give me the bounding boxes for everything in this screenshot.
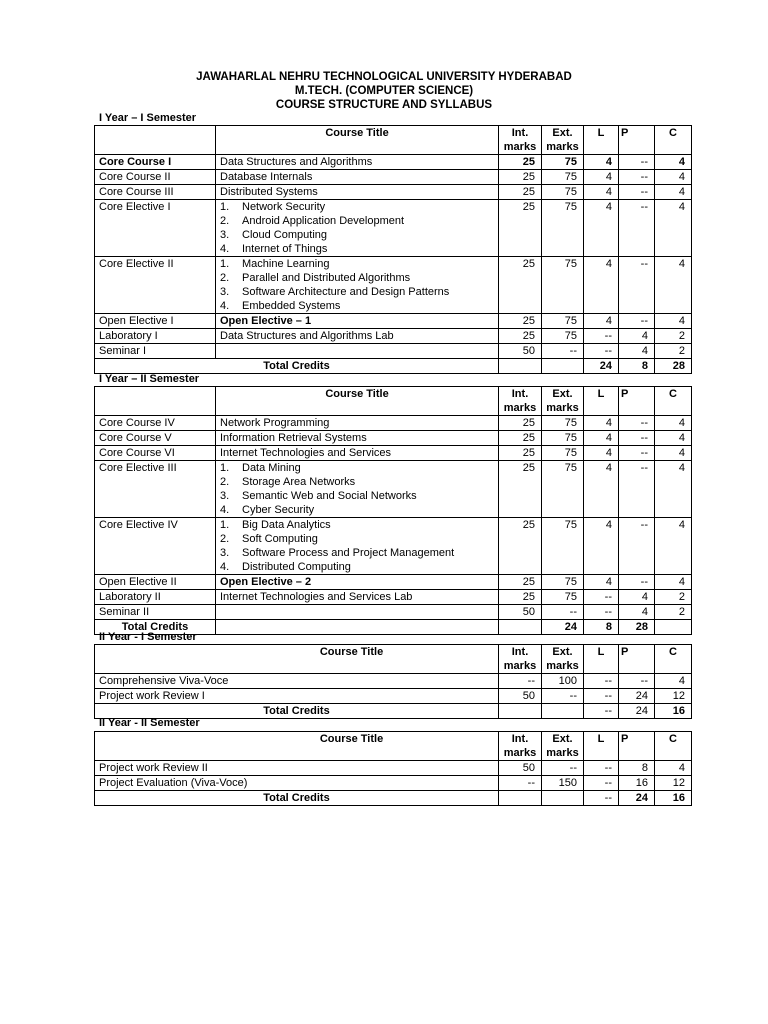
list-item — [220, 546, 494, 560]
cell-text: marks — [546, 141, 579, 153]
table-cell: 75 — [542, 314, 584, 329]
table-cell: 4 — [655, 431, 692, 446]
table-cell: 4 — [584, 431, 619, 446]
table-cell: 150 — [542, 776, 584, 791]
table-row — [95, 518, 692, 575]
table-row — [95, 155, 692, 170]
table-cell: 28 — [655, 359, 692, 374]
table-cell: 4 — [619, 590, 655, 605]
table-cell: 2 — [655, 344, 692, 359]
table-cell: Laboratory I — [95, 329, 216, 344]
table-cell: 25 — [499, 431, 542, 446]
table-cell: 25 — [499, 329, 542, 344]
table-cell: 50 — [499, 605, 542, 620]
table-cell — [499, 620, 542, 635]
table-cell: Data Structures and Algorithms — [216, 155, 499, 170]
col-l: L — [584, 126, 619, 155]
table-cell: 25 — [499, 155, 542, 170]
table-cell — [542, 359, 584, 374]
table-cell: 4 — [655, 761, 692, 776]
cell-text: Ext. — [552, 733, 573, 745]
table-cell — [499, 645, 542, 674]
table-cell: 4 — [655, 314, 692, 329]
table-cell: 4 — [584, 257, 619, 314]
table-cell: 4 — [584, 461, 619, 518]
cell-text: Ext. — [552, 127, 573, 139]
table-row — [95, 344, 692, 359]
cell-text: marks — [503, 747, 537, 759]
table-cell: 75 — [542, 431, 584, 446]
table-cell: 4 — [584, 518, 619, 575]
cell-text: marks — [546, 402, 579, 414]
table-row — [95, 431, 692, 446]
table-header-row — [95, 732, 692, 761]
table-cell: Database Internals — [216, 170, 499, 185]
table-row — [95, 461, 692, 518]
course-table-year2-sem1 — [94, 644, 692, 719]
table-cell: Comprehensive Viva-Voce — [95, 674, 499, 689]
col-c: C — [655, 126, 692, 155]
table-cell: 75 — [542, 575, 584, 590]
elective-list — [216, 461, 499, 518]
table-cell — [499, 359, 542, 374]
list-item — [220, 285, 494, 299]
table-cell: 28 — [619, 620, 655, 635]
table-cell: 4 — [584, 200, 619, 257]
cell-text: 1. — [220, 519, 230, 531]
table-cell: -- — [584, 329, 619, 344]
table-cell: -- — [619, 461, 655, 518]
table-cell: -- — [584, 761, 619, 776]
table-row — [95, 689, 692, 704]
table-header-row — [95, 126, 692, 155]
cell-text: Soft Computing — [242, 533, 318, 545]
table-cell — [499, 704, 542, 719]
table-cell: 4 — [655, 170, 692, 185]
table-cell: Total Credits — [95, 791, 499, 806]
list-item — [220, 461, 494, 475]
table-cell: C — [655, 387, 692, 416]
table-cell: 25 — [499, 518, 542, 575]
cell-text: 4. — [220, 561, 230, 573]
table-cell — [216, 344, 499, 359]
table-cell — [95, 387, 216, 416]
cell-text: Semantic Web and Social Networks — [242, 490, 417, 502]
table-cell — [95, 126, 216, 155]
table-cell: 4 — [584, 185, 619, 200]
semester-heading-4: II Year - II Semester — [99, 717, 200, 729]
table-cell: Core Elective III — [95, 461, 216, 518]
table-row — [95, 776, 692, 791]
table-cell: 24 — [619, 689, 655, 704]
table-cell: 25 — [499, 257, 542, 314]
table-cell: Course Title — [95, 732, 499, 761]
col-ext-marks — [542, 126, 584, 155]
cell-text: Ext. — [552, 646, 573, 658]
table-cell: -- — [619, 155, 655, 170]
table-cell: Core Course I — [95, 155, 216, 170]
table-row — [95, 185, 692, 200]
table-row — [95, 575, 692, 590]
cell-text: 2. — [220, 215, 230, 227]
table-cell — [542, 791, 584, 806]
table-cell: Total Credits — [95, 704, 499, 719]
table-cell — [542, 387, 584, 416]
table-cell: 75 — [542, 257, 584, 314]
list-item — [220, 257, 494, 271]
table-cell: 2 — [655, 605, 692, 620]
table-cell: Course Title — [216, 387, 499, 416]
table-cell — [542, 645, 584, 674]
table-cell: 25 — [499, 314, 542, 329]
table-cell: -- — [619, 431, 655, 446]
cell-text: Int. — [511, 646, 529, 658]
cell-text: Int. — [511, 733, 529, 745]
cell-text: marks — [546, 747, 579, 759]
table-cell: 75 — [542, 461, 584, 518]
table-cell: Distributed Systems — [216, 185, 499, 200]
table-row — [95, 674, 692, 689]
table-cell: L — [584, 645, 619, 674]
table-cell: Course Title — [95, 645, 499, 674]
table-cell: -- — [619, 518, 655, 575]
table-cell: Core Elective II — [95, 257, 216, 314]
table-cell: 4 — [584, 314, 619, 329]
table-cell: 24 — [619, 791, 655, 806]
table-cell: Project work Review I — [95, 689, 499, 704]
elective-list — [216, 200, 499, 257]
list-item — [220, 518, 494, 532]
table-cell: L — [584, 732, 619, 761]
table-cell: -- — [584, 791, 619, 806]
course-table-year1-sem1 — [94, 125, 692, 374]
table-cell: 16 — [655, 704, 692, 719]
table-cell — [655, 620, 692, 635]
table-cell: 50 — [499, 344, 542, 359]
table-cell: Core Course VI — [95, 446, 216, 461]
cell-text: Ext. — [552, 388, 573, 400]
table-row — [95, 446, 692, 461]
document-title: COURSE STRUCTURE AND SYLLABUS — [275, 99, 493, 111]
list-item — [220, 475, 494, 489]
cell-text: 1. — [220, 201, 230, 213]
col-int-marks — [499, 126, 542, 155]
table-cell: -- — [584, 689, 619, 704]
cell-text: Storage Area Networks — [242, 476, 356, 488]
table-header-row — [95, 387, 692, 416]
table-cell: 4 — [655, 674, 692, 689]
table-cell: Data Structures and Algorithms Lab — [216, 329, 499, 344]
table-cell: Open Elective – 2 — [216, 575, 499, 590]
table-cell: 50 — [499, 761, 542, 776]
list-item — [220, 503, 494, 517]
table-cell: 25 — [499, 461, 542, 518]
table-cell — [542, 732, 584, 761]
table-cell: P — [619, 387, 655, 416]
table-cell: 8 — [619, 761, 655, 776]
table-cell: 25 — [499, 200, 542, 257]
table-cell: -- — [619, 170, 655, 185]
table-cell: 25 — [499, 170, 542, 185]
table-cell: 4 — [584, 575, 619, 590]
cell-text: Software Process and Project Management — [242, 547, 455, 559]
elective-list — [216, 518, 499, 575]
cell-text: Cyber Security — [242, 504, 315, 516]
table-cell: P — [619, 645, 655, 674]
table-cell: 4 — [655, 155, 692, 170]
table-cell: C — [655, 732, 692, 761]
program-title: M.TECH. (COMPUTER SCIENCE) — [294, 85, 474, 97]
cell-text: 3. — [220, 286, 230, 298]
table-cell: 16 — [619, 776, 655, 791]
total-credits-row — [95, 359, 692, 374]
table-cell: 8 — [619, 359, 655, 374]
list-item — [220, 560, 494, 574]
table-cell: Seminar I — [95, 344, 216, 359]
table-cell: Network Programming — [216, 416, 499, 431]
cell-text: Big Data Analytics — [242, 519, 331, 531]
table-cell: 4 — [619, 605, 655, 620]
table-cell: 4 — [584, 446, 619, 461]
table-cell: Core Course II — [95, 170, 216, 185]
table-cell: 24 — [619, 704, 655, 719]
table-cell — [216, 605, 499, 620]
table-cell: L — [584, 387, 619, 416]
table-cell: -- — [584, 605, 619, 620]
table-cell: 50 — [499, 689, 542, 704]
semester-heading-3: II Year - I Semester — [99, 631, 197, 643]
cell-text: Int. — [511, 388, 529, 400]
table-cell: 2 — [655, 590, 692, 605]
table-row — [95, 170, 692, 185]
cell-text: 2. — [220, 476, 230, 488]
table-cell: Core Course V — [95, 431, 216, 446]
table-cell: -- — [499, 674, 542, 689]
list-item — [220, 532, 494, 546]
table-cell: 4 — [619, 344, 655, 359]
table-cell: Total Credits — [95, 620, 216, 635]
table-cell: 25 — [499, 575, 542, 590]
table-cell — [216, 620, 499, 635]
table-cell: Open Elective II — [95, 575, 216, 590]
table-cell: 24 — [584, 359, 619, 374]
table-cell: -- — [584, 776, 619, 791]
course-table-year1-sem2 — [94, 386, 692, 635]
table-cell: 75 — [542, 329, 584, 344]
table-cell: Seminar II — [95, 605, 216, 620]
cell-text: 3. — [220, 490, 230, 502]
total-credits-row — [95, 791, 692, 806]
table-cell: 4 — [655, 518, 692, 575]
table-cell: 12 — [655, 776, 692, 791]
table-cell: Project Evaluation (Viva-Voce) — [95, 776, 499, 791]
table-cell — [499, 387, 542, 416]
table-cell: 4 — [584, 416, 619, 431]
table-cell: 4 — [584, 155, 619, 170]
cell-text: 3. — [220, 229, 230, 241]
cell-text: Int. — [511, 127, 529, 139]
table-cell: Open Elective – 1 — [216, 314, 499, 329]
list-item — [220, 489, 494, 503]
table-cell: 24 — [542, 620, 584, 635]
table-cell: Project work Review II — [95, 761, 499, 776]
table-cell: -- — [619, 314, 655, 329]
table-cell — [499, 791, 542, 806]
table-cell: C — [655, 645, 692, 674]
table-cell: Internet Technologies and Services Lab — [216, 590, 499, 605]
cell-text: 1. — [220, 462, 230, 474]
table-cell: 25 — [499, 416, 542, 431]
cell-text: 4. — [220, 243, 230, 255]
table-cell: 4 — [655, 461, 692, 518]
table-cell: -- — [542, 761, 584, 776]
cell-text: marks — [503, 141, 537, 153]
table-cell: Total Credits — [95, 359, 499, 374]
table-cell: 12 — [655, 689, 692, 704]
table-cell: Laboratory II — [95, 590, 216, 605]
table-row — [95, 257, 692, 314]
list-item — [220, 214, 494, 228]
cell-text: Machine Learning — [242, 258, 330, 270]
table-cell: 75 — [542, 200, 584, 257]
cell-text: marks — [503, 402, 537, 414]
table-cell: 8 — [584, 620, 619, 635]
table-cell: 2 — [655, 329, 692, 344]
table-cell: -- — [584, 704, 619, 719]
table-cell: 25 — [499, 590, 542, 605]
cell-text: Parallel and Distributed Algorithms — [242, 272, 411, 284]
table-cell: Core Course III — [95, 185, 216, 200]
table-header-row — [95, 645, 692, 674]
table-cell: 4 — [619, 329, 655, 344]
table-cell: 4 — [584, 170, 619, 185]
table-cell: -- — [619, 674, 655, 689]
cell-text: Internet of Things — [242, 243, 328, 255]
elective-list — [216, 257, 499, 314]
table-cell — [542, 704, 584, 719]
table-cell: 4 — [655, 200, 692, 257]
table-cell: 4 — [655, 416, 692, 431]
table-cell: -- — [584, 344, 619, 359]
table-cell: -- — [542, 605, 584, 620]
table-cell: 75 — [542, 446, 584, 461]
table-cell: 4 — [655, 446, 692, 461]
table-cell: -- — [499, 776, 542, 791]
table-cell: -- — [619, 446, 655, 461]
table-cell: 25 — [499, 446, 542, 461]
table-row — [95, 200, 692, 257]
list-item — [220, 200, 494, 214]
table-cell: -- — [619, 257, 655, 314]
table-cell: -- — [542, 689, 584, 704]
table-cell: -- — [584, 674, 619, 689]
table-cell: -- — [619, 416, 655, 431]
table-row — [95, 761, 692, 776]
semester-heading-2: I Year – II Semester — [99, 373, 200, 385]
cell-text: 2. — [220, 272, 230, 284]
table-cell: Open Elective I — [95, 314, 216, 329]
cell-text: 4. — [220, 300, 230, 312]
col-p: P — [619, 126, 655, 155]
table-cell: -- — [619, 200, 655, 257]
table-cell: 100 — [542, 674, 584, 689]
col-course-title: Course Title — [216, 126, 499, 155]
list-item — [220, 228, 494, 242]
table-row — [95, 314, 692, 329]
cell-text: marks — [546, 660, 579, 672]
cell-text: 4. — [220, 504, 230, 516]
table-cell: 75 — [542, 416, 584, 431]
table-cell: 75 — [542, 170, 584, 185]
cell-text: 3. — [220, 547, 230, 559]
table-cell: P — [619, 732, 655, 761]
cell-text: 1. — [220, 258, 230, 270]
cell-text: marks — [503, 660, 537, 672]
table-row — [95, 590, 692, 605]
table-cell: -- — [619, 185, 655, 200]
list-item — [220, 271, 494, 285]
table-cell: 75 — [542, 518, 584, 575]
table-row — [95, 605, 692, 620]
table-cell: -- — [542, 344, 584, 359]
table-cell: 4 — [655, 575, 692, 590]
list-item — [220, 299, 494, 313]
cell-text: Cloud Computing — [242, 229, 327, 241]
semester-heading-1: I Year – I Semester — [99, 112, 197, 124]
table-row — [95, 329, 692, 344]
table-cell: -- — [584, 590, 619, 605]
course-table-year2-sem2 — [94, 731, 692, 806]
list-item — [220, 242, 494, 256]
university-title: JAWAHARLAL NEHRU TECHNOLOGICAL UNIVERSITY HYDERABAD — [196, 71, 572, 83]
table-cell: 75 — [542, 155, 584, 170]
table-cell: Information Retrieval Systems — [216, 431, 499, 446]
cell-text: Software Architecture and Design Patterns — [242, 286, 450, 298]
table-cell: 75 — [542, 590, 584, 605]
table-cell: Core Course IV — [95, 416, 216, 431]
table-cell: 75 — [542, 185, 584, 200]
cell-text: Android Application Development — [242, 215, 405, 227]
cell-text: 2. — [220, 533, 230, 545]
cell-text: Distributed Computing — [242, 561, 351, 573]
table-cell: Core Elective I — [95, 200, 216, 257]
table-row — [95, 416, 692, 431]
cell-text: Data Mining — [242, 462, 301, 474]
table-cell: 4 — [655, 257, 692, 314]
table-cell: Core Elective IV — [95, 518, 216, 575]
table-cell: -- — [619, 575, 655, 590]
cell-text: Network Security — [242, 201, 326, 213]
cell-text: Embedded Systems — [242, 300, 341, 312]
table-cell — [499, 732, 542, 761]
table-cell: 4 — [655, 185, 692, 200]
table-cell: 25 — [499, 185, 542, 200]
table-cell: 16 — [655, 791, 692, 806]
table-cell: Internet Technologies and Services — [216, 446, 499, 461]
